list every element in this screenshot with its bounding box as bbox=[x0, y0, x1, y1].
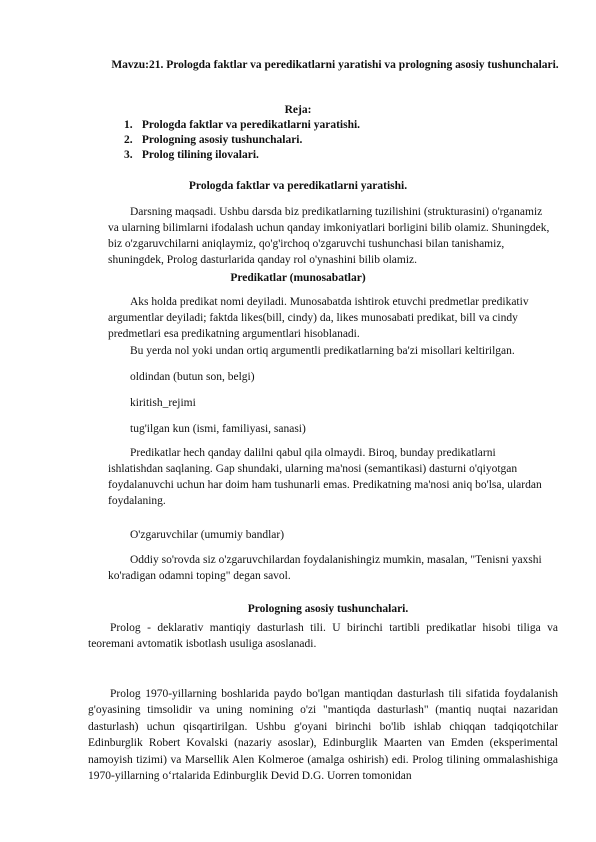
paragraph-predicate-definition: Aks holda predikat nomi deyiladi. Munosabatda ishtirok etuvchi predmetlar predikativ argumentlar deyiladi; faktda likes(bill, cindy) da, likes munosabati predikat, bill va cindy predmetlari esa predikatning argumentlari hisoblanadi. bbox=[108, 296, 529, 340]
example-item: kiritish_rejimi bbox=[130, 397, 196, 409]
plan-item: 2. Prologning asosiy tushunchalari. bbox=[124, 134, 303, 146]
paragraph-prolog-definition: Prolog - deklarativ mantiqiy dasturlash tili. U birinchi tartibli predikatlar hisobi tiliga va teoremani avtomatik isbotlash usuliga asoslanadi. bbox=[88, 622, 558, 651]
plan-item: 3. Prolog tilining ilovalari. bbox=[124, 149, 259, 161]
section-heading-basics: Prologning asosiy tushunchalari. bbox=[247, 603, 409, 615]
section-heading-facts: Prologda faktlar va peredikatlarni yaratishi. bbox=[188, 180, 408, 192]
plan-item: 1. Prologda faktlar va peredikatlarni yaratishi. bbox=[124, 119, 361, 131]
paragraph-variables-title: O'zgaruvchilar (umumiy bandlar) bbox=[130, 529, 285, 541]
paragraph-prolog-history: Prolog 1970-yillarning boshlarida paydo bo'lgan mantiqdan dasturlash tili sifatida foydalanish g'oyasining timsolidir va uning nomining o'zi "mantiqda dasturlash" (mantiq nuqtai nazaridan dasturlash) uchun qisqartirilgan. Ushbu g'oyani birinchi bo'lib ishlab chiqqan tadqiqotchilar Edinburglik Robert Kovalski (nazariy asoslar), Edinburglik Maarten van Emden (eksperimental namoyish tizimi) va Marsellik Alen Kolmeroe (amalga oshirish) edi. Prolog tilining ommalashishiga 1970-yillarning o‘rtalarida Edinburglik Devid D.G. Uorren tomonidan bbox=[88, 688, 558, 783]
example-item: oldindan (butun son, belgi) bbox=[130, 371, 255, 383]
paragraph-examples-intro: Bu yerda nol yoki undan ortiq argumentli predikatlarning ba'zi misollari keltirilgan. bbox=[130, 345, 515, 357]
paragraph-lesson-goal: Darsning maqsadi. Ushbu darsda biz predikatlarning tuzilishini (strukturasini) o'rganamiz va ularning bilimlarni ifodalash uchun qanday imkoniyatlari borligini bilib olamiz. Shuningdek, biz o'zgaruvchilarni aniqlaymiz, qo'g'irchoq o'zgaruvchi tushunchasi bilan tanishamiz, shuningdek, Prolog dasturlarida qanday rol o'ynashini bilib olamiz. bbox=[108, 206, 550, 266]
document-title: Mavzu:21. Prologda faktlar va peredikatlarni yaratishi va prologning asosiy tushunchalari. bbox=[111, 59, 559, 71]
paragraph-predicate-args: Predikatlar hech qanday dalilni qabul qila olmaydi. Biroq, bunday predikatlarni ishlatishdan saqlaning. Gap shundaki, ularning ma'nosi (semantikasi) dasturni o'qiyotgan foydalanuvchi uchun har doim ham tushunarli emas. Predikatning ma'nosi aniq bo'lsa, ulardan foydalaning. bbox=[108, 447, 542, 507]
section-heading-predicates: Predikatlar (munosabatlar) bbox=[230, 272, 366, 284]
plan-list bbox=[124, 118, 360, 163]
paragraph-variables: Oddiy so'rovda siz o'zgaruvchilardan foydalanishingiz mumkin, masalan, "Tenisni yaxshi ko'radigan odamni toping" degan savol. bbox=[108, 554, 542, 582]
plan-heading: Reja: bbox=[284, 104, 312, 116]
example-item: tug'ilgan kun (ismi, familiyasi, sanasi) bbox=[130, 423, 306, 435]
